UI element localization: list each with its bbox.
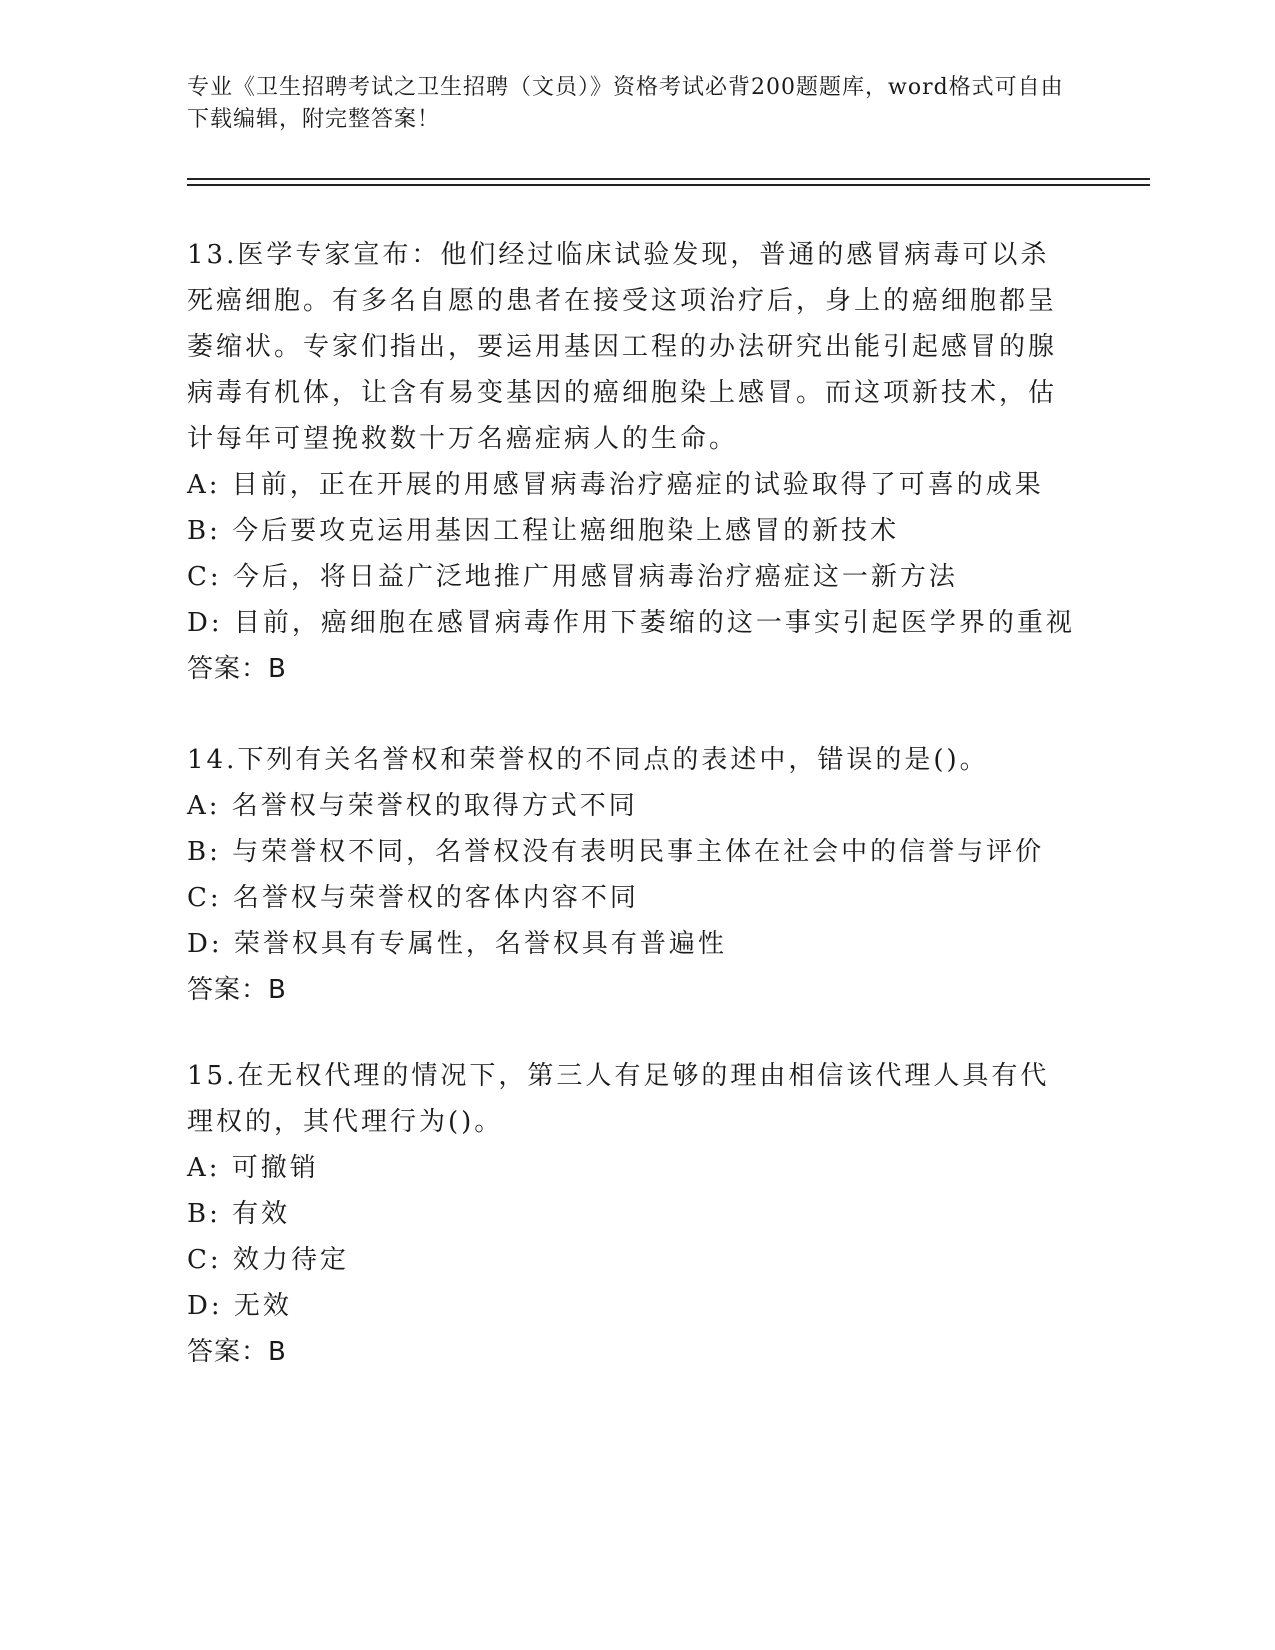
question-15: [187, 1053, 1077, 1375]
question-stem: 14.下列有关名誉权和荣誉权的不同点的表述中，错误的是()。: [187, 745, 989, 775]
option-a: A: 可撤销: [187, 1153, 319, 1183]
option-a: A: 名誉权与荣誉权的取得方式不同: [187, 791, 638, 821]
option-d: D: 无效: [187, 1291, 292, 1321]
option-c: C: 名誉权与荣誉权的客体内容不同: [187, 883, 639, 913]
header-divider-bottom: [187, 184, 1150, 186]
answer: 答案：B: [187, 1337, 287, 1367]
option-d: D: 目前，癌细胞在感冒病毒作用下萎缩的这一事实引起医学界的重视: [187, 608, 1075, 638]
question-14: [187, 737, 1077, 1013]
option-c: C: 今后，将日益广泛地推广用感冒病毒治疗癌症这一新方法: [187, 562, 958, 592]
document-header: 专业《卫生招聘考试之卫生招聘（文员）》资格考试必背200题题库，word格式可自由下载编辑，附完整答案！: [187, 75, 1064, 132]
option-c: C: 效力待定: [187, 1245, 349, 1275]
option-b: B: 与荣誉权不同，名誉权没有表明民事主体在社会中的信誉与评价: [187, 837, 1045, 867]
option-a: A: 目前，正在开展的用感冒病毒治疗癌症的试验取得了可喜的成果: [187, 470, 1044, 500]
option-b: B: 今后要攻克运用基因工程让癌细胞染上感冒的新技术: [187, 516, 900, 546]
answer: 答案：B: [187, 975, 287, 1005]
question-stem: 15.在无权代理的情况下，第三人有足够的理由相信该代理人具有代理权的，其代理行为()。: [187, 1061, 1050, 1137]
option-d: D: 荣誉权具有专属性，名誉权具有普遍性: [187, 929, 727, 959]
header-divider-top: [187, 178, 1150, 180]
question-13: [187, 232, 1077, 692]
question-stem: 13.医学专家宣布：他们经过临床试验发现，普通的感冒病毒可以杀死癌细胞。有多名自愿的患者在接受这项治疗后，身上的癌细胞都呈萎缩状。专家们指出，要运用基因工程的办法研究出能引起感冒的腺病毒有机体，让含有易变基因的癌细胞染上感冒。而这项新技术，估计每年可望挽救数十万名癌症病人的生命。: [187, 240, 1058, 454]
answer: 答案：B: [187, 654, 287, 684]
option-b: B: 有效: [187, 1199, 291, 1229]
